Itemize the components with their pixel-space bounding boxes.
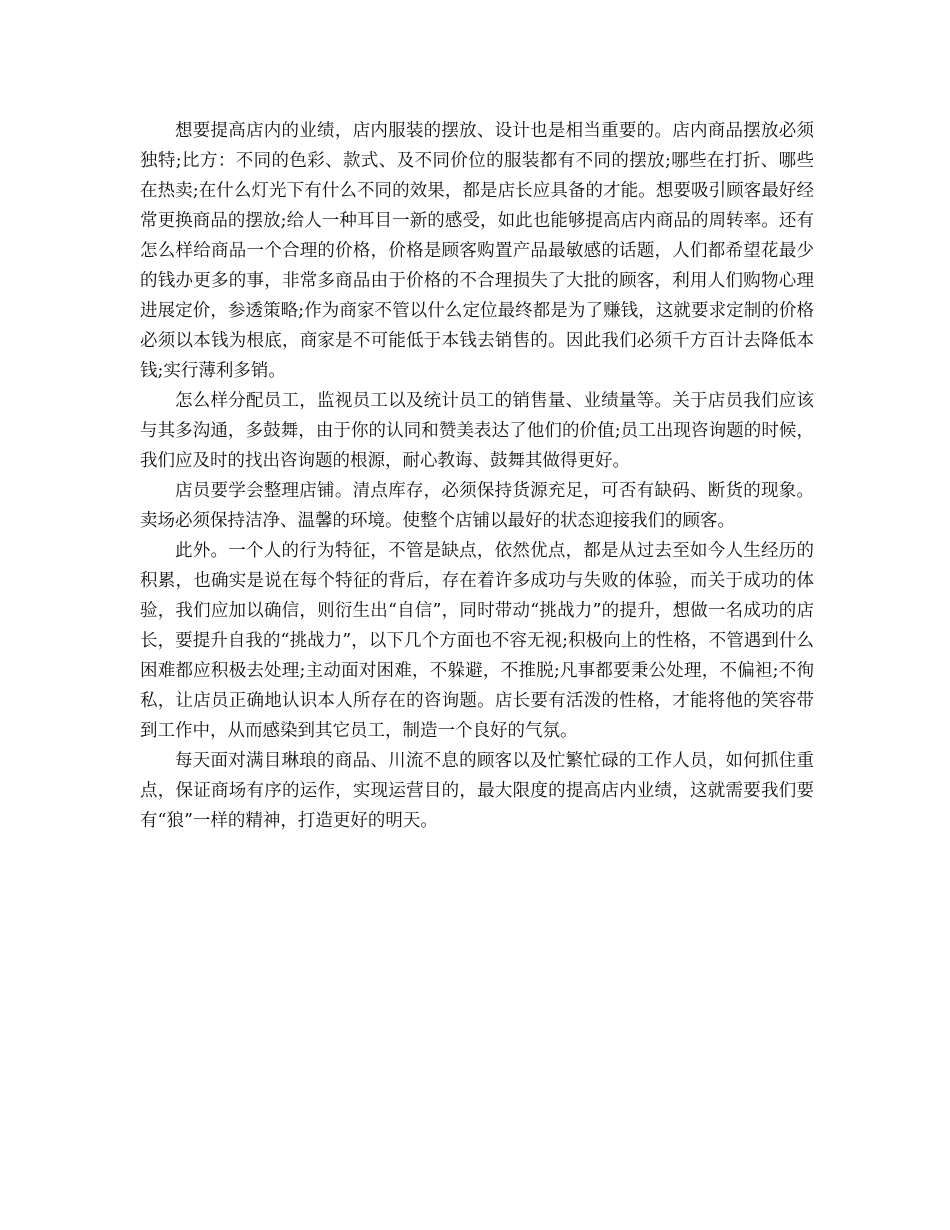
- paragraph-staff: 怎么样分配员工，监视员工以及统计员工的销售量、业绩量等。关于店员我们应该与其多沟通，多鼓舞，由于你的认同和赞美表达了他们的价值;员工出现咨询题的时候，我们应及时的找出咨询题的根源，耐心教诲、鼓舞其做得更好。: [140, 391, 814, 471]
- paragraph-display: 想要提高店内的业绩，店内服装的摆放、设计也是相当重要的。店内商品摆放必须独特;比方：不同的色彩、款式、及不同价位的服装都有不同的摆放;哪些在打折、哪些在热卖;在什么灯光下有什么不同的效果，都是店长应具备的才能。想要吸引顾客最好经常更换商品的摆放;给人一种耳目一新的感受，如此也能够提高店内商品的周转率。还有怎么样给商品一个合理的价格，价格是顾客购置产品最敏感的话题，人们都希望花最少的钱办更多的事，非常多商品由于价格的不合理损失了大批的顾客，利用人们购物心理进展定价，参透策略;作为商家不管以什么定位最终都是为了赚钱，这就要求定制的价格必须以本钱为根底，商家是不可能低于本钱去销售的。因此我们必须千方百计去降低本钱;实行薄利多销。: [140, 121, 814, 381]
- paragraph-character: 此外。一个人的行为特征，不管是缺点，依然优点，都是从过去至如今人生经历的积累，也确实是说在每个特征的背后，存在着许多成功与失败的体验，而关于成功的体验，我们应加以确信，则衍生出“自信”，同时带动“挑战力”的提升，想做一名成功的店长，要提升自我的“挑战力”，以下几个方面也不容无视;积极向上的性格，不管遇到什么困难都应积极去处理;主动面对困难，不躲避，不推脱;凡事都要秉公处理，不偏袒;不徇私，让店员正确地认识本人所存在的咨询题。店长要有活泼的性格，才能将他的笑容带到工作中，从而感染到其它员工，制造一个良好的气氛。: [140, 541, 814, 741]
- paragraph-conclusion: 每天面对满目琳琅的商品、川流不息的顾客以及忙繁忙碌的工作人员，如何抓住重点，保证商场有序的运作，实现运营目的，最大限度的提高店内业绩，这就需要我们要有“狼”一样的精神，打造更好的明天。: [140, 751, 814, 831]
- paragraph-store: 店员要学会整理店铺。清点库存，必须保持货源充足，可否有缺码、断货的现象。卖场必须保持洁净、温馨的环境。使整个店铺以最好的状态迎接我们的顾客。: [140, 481, 814, 531]
- document-body: [140, 116, 814, 836]
